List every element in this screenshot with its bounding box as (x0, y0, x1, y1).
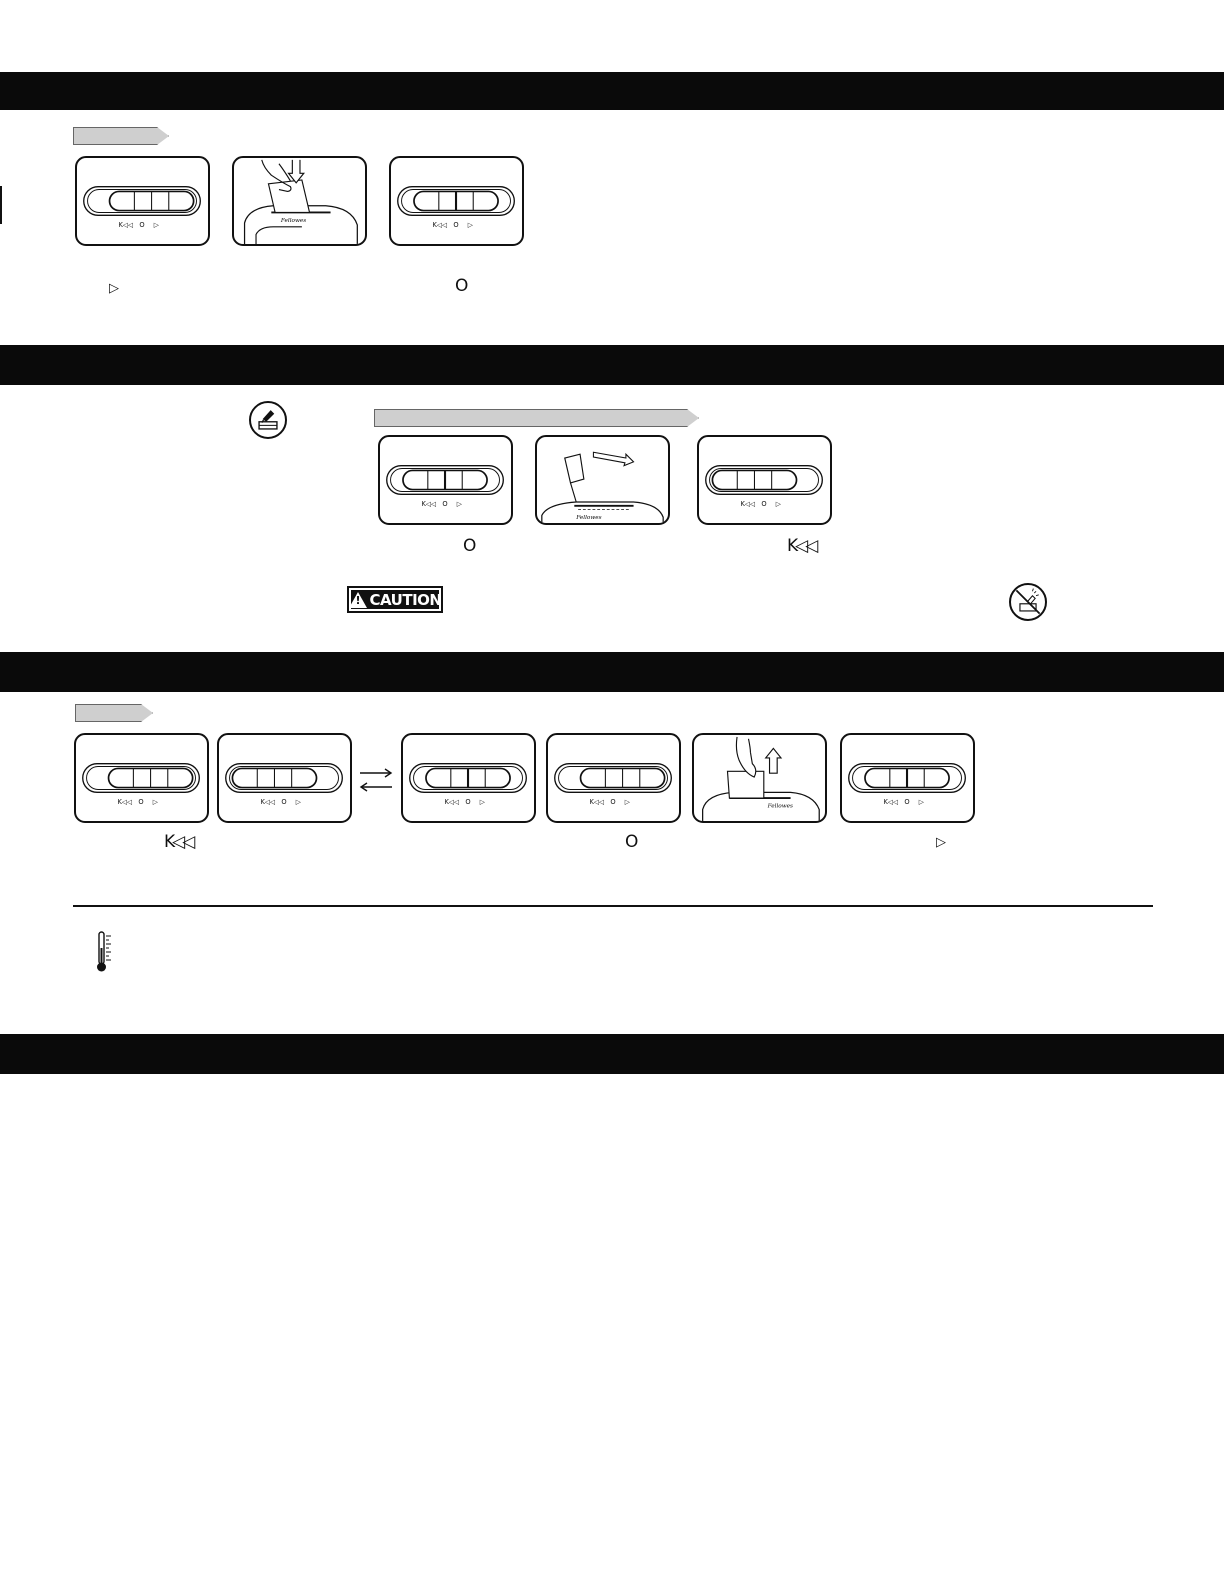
rocker-switch-illustration (76, 735, 207, 821)
step-tab-3 (75, 704, 153, 722)
rocker-switch-illustration (548, 735, 679, 821)
brand-logo-3: Fellowes (767, 803, 793, 810)
on-symbol: ▷ (479, 797, 485, 806)
reverse-symbol: K◁◁ (883, 797, 899, 806)
reverse-symbol-caption-2: K◁◁ (787, 536, 816, 556)
switch-panel-s3-3 (401, 733, 536, 823)
on-symbol: ▷ (295, 797, 301, 806)
on-symbol: ▷ (467, 220, 473, 229)
switch-panel-s3-6 (840, 733, 975, 823)
reverse-symbol: K◁◁ (589, 797, 605, 806)
off-symbol: O (761, 499, 767, 508)
off-symbol: O (281, 797, 287, 806)
on-symbol: ▷ (775, 499, 781, 508)
off-symbol-caption: O (455, 276, 469, 296)
oil-application-illustration (537, 437, 668, 523)
section-header-3 (0, 652, 1224, 692)
oil-shredder-icon (249, 401, 287, 439)
off-symbol: O (138, 797, 144, 806)
off-symbol: O (139, 220, 145, 229)
step-tab-1 (73, 127, 169, 145)
on-symbol: ▷ (624, 797, 630, 806)
caution-label (347, 586, 443, 613)
page-edge-mark (0, 186, 2, 224)
switch-panel-s1-1 (75, 156, 210, 246)
oil-application-panel (535, 435, 670, 525)
remove-paper-illustration (694, 735, 825, 821)
on-symbol-caption: ▷ (109, 281, 119, 296)
rocker-switch-illustration (77, 158, 208, 244)
switch-panel-s2-1 (378, 435, 513, 525)
reverse-symbol: K◁◁ (260, 797, 276, 806)
no-aerosol-icon (1009, 583, 1047, 621)
reverse-symbol: K◁◁ (444, 797, 460, 806)
warning-triangle-icon: ! (349, 592, 367, 608)
off-symbol-caption-3: O (625, 832, 639, 852)
insert-paper-panel (232, 156, 367, 246)
off-symbol: O (465, 797, 471, 806)
section-divider (73, 905, 1153, 907)
rocker-switch-illustration (403, 735, 534, 821)
on-symbol: ▷ (918, 797, 924, 806)
reverse-symbol: K◁◁ (740, 499, 756, 508)
step-tab-2 (374, 409, 699, 427)
reverse-symbol: K◁◁ (421, 499, 437, 508)
brand-logo-2: Fellowes (576, 515, 602, 522)
reverse-symbol: K◁◁ (117, 797, 133, 806)
insert-paper-illustration (234, 158, 365, 244)
off-symbol: O (442, 499, 448, 508)
switch-panel-s3-4 (546, 733, 681, 823)
on-symbol: ▷ (152, 797, 158, 806)
back-and-forth-arrows-icon (358, 765, 394, 795)
rocker-switch-illustration (699, 437, 830, 523)
section-header-1 (0, 72, 1224, 110)
rocker-switch-illustration (391, 158, 522, 244)
on-symbol: ▷ (456, 499, 462, 508)
off-symbol-caption-2: O (463, 536, 477, 556)
brand-logo: Fellowes (280, 218, 307, 225)
off-symbol: O (610, 797, 616, 806)
rocker-switch-illustration (219, 735, 350, 821)
switch-panel-s1-3 (389, 156, 524, 246)
section-header-4 (0, 1034, 1224, 1074)
switch-panel-s3-1 (74, 733, 209, 823)
off-symbol: O (453, 220, 459, 229)
reverse-symbol: K◁◁ (432, 220, 448, 229)
section-header-2 (0, 345, 1224, 385)
reverse-symbol: K◁◁ (118, 220, 134, 229)
rocker-switch-illustration (380, 437, 511, 523)
remove-paper-panel (692, 733, 827, 823)
thermometer-icon (94, 930, 118, 974)
off-symbol: O (904, 797, 910, 806)
switch-panel-s2-3 (697, 435, 832, 525)
switch-panel-s3-2 (217, 733, 352, 823)
on-symbol: ▷ (153, 220, 159, 229)
caution-text: CAUTION (369, 590, 442, 609)
on-symbol-caption-3: ▷ (936, 835, 946, 850)
rocker-switch-illustration (842, 735, 973, 821)
reverse-symbol-caption-3: K◁◁ (164, 832, 193, 852)
